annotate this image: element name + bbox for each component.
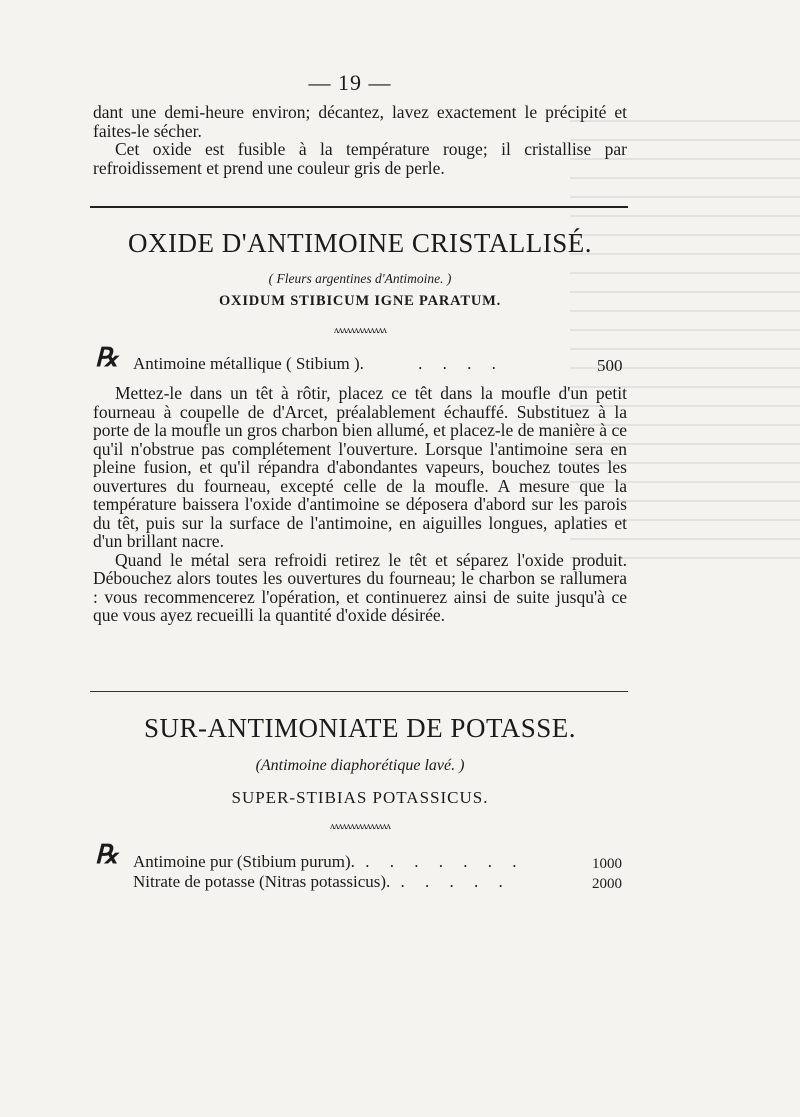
ingredient-name: Antimoine métallique ( Stibium ).	[133, 354, 364, 373]
section-divider-1	[90, 206, 628, 208]
section1-ornament: ʌʌʌʌʌʌʌʌʌʌʌʌʌ	[334, 325, 386, 336]
recipe-symbol-1: ℞	[95, 343, 119, 372]
section1-title: OXIDE D'ANTIMOINE CRISTALLISÉ.	[128, 228, 592, 258]
section2-title: SUR-ANTIMONIATE DE POTASSE.	[143, 713, 577, 743]
page-number: — 19 —	[308, 70, 392, 95]
section1-ingredient	[133, 354, 504, 374]
intro-paragraph-2: Cet oxide est fusible à la température rouge; il cristallise par refroidissement et prend une couleur gris de perle.	[93, 139, 627, 178]
section2-latin-name: SUPER-STIBIAS POTASSICUS.	[231, 788, 489, 807]
section2-ingredient-1	[133, 852, 524, 872]
section2-ingredient-2	[133, 872, 511, 892]
intro-text	[93, 103, 627, 177]
section1-paragraph-1: Mettez-le dans un têt à rôtir, placez ce têt dans la moufle d'un petit fourneau à coupelle de d'Arcet, préalablement échauffé. Substituez à la porte de la moufle un gros charbon bien allumé, et placez-le de manière à ce qu'il n'obstrue pas complétement l'ouverture. Lorsque l'antimoine sera en pleine fusion, et qu'il répandra d'abondantes vapeurs, bouchez toutes les ouvertures du fourneau, excepté celle de la moufle. A mesure que la température baissera l'oxide d'antimoine se déposera d'abord sur les parois du têt, puis sur la surface de l'antimoine, en aiguilles longues, aplaties et d'un brillant nacre.	[93, 383, 627, 551]
ingredient-dots: . . . .	[418, 354, 504, 373]
recipe-symbol-2: ℞	[95, 840, 119, 869]
section1-subtitle: ( Fleurs argentines d'Antimoine. )	[268, 271, 452, 286]
section1-body	[93, 384, 627, 625]
intro-paragraph-1: dant une demi-heure environ; décantez, lavez exactement le précipité et faites-le sécher.	[93, 102, 627, 141]
ingredient-dots: . . . . .	[400, 872, 511, 891]
section2-quantity-2: 2000	[592, 876, 622, 892]
ingredient-dots: . . . . . . .	[365, 852, 525, 871]
ingredient-name: Nitrate de potasse (Nitras potassicus).	[133, 872, 391, 891]
section2-subtitle: (Antimoine diaphorétique lavé. )	[255, 757, 465, 774]
section2-ornament: ʌʌʌʌʌʌʌʌʌʌʌʌʌʌʌ	[330, 821, 390, 832]
section1-quantity: 500	[597, 356, 623, 375]
section-divider-2	[90, 691, 628, 692]
section2-quantity-1: 1000	[592, 856, 622, 872]
section1-latin-name: OXIDUM STIBICUM IGNE PARATUM.	[218, 293, 502, 309]
ingredient-name: Antimoine pur (Stibium purum).	[133, 852, 355, 871]
section1-paragraph-2: Quand le métal sera refroidi retirez le têt et séparez l'oxide produit. Débouchez alors toutes les ouvertures du fourneau; le charbon se rallumera : vous recommencerez l'opération, et continuerez ainsi de suite jusqu'à ce que vous ayez recueilli la quantité d'oxide désirée.	[93, 549, 627, 625]
